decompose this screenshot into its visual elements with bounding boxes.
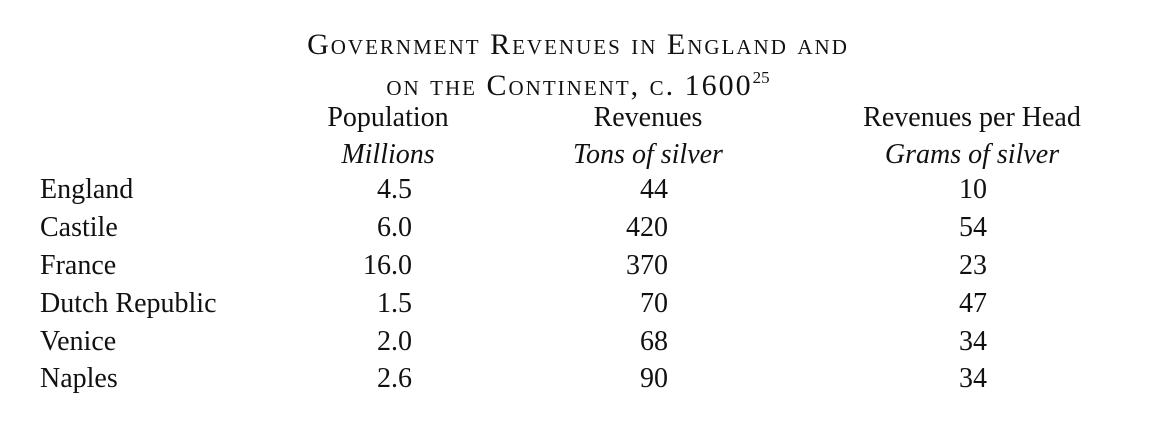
cell-revenues: 420 <box>626 212 668 243</box>
cell-population: 2.0 <box>377 326 412 357</box>
column-units-revenues: Tons of silver <box>573 139 723 170</box>
row-label-dutch-republic: Dutch Republic <box>40 288 217 319</box>
cell-revenues-per-head: 23 <box>959 250 987 281</box>
column-header-revenues-per-head: Revenues per Head <box>863 102 1081 133</box>
column-header-revenues: Revenues <box>593 102 703 133</box>
column-header-population: Population <box>327 102 449 133</box>
cell-population: 4.5 <box>377 174 412 205</box>
cell-revenues: 44 <box>640 174 668 205</box>
table-title-line-1 <box>0 30 1156 60</box>
cell-revenues: 370 <box>626 250 668 281</box>
cell-population: 2.6 <box>377 363 412 394</box>
table-title-text-1: Government Revenues in England and <box>307 28 849 61</box>
cell-revenues: 90 <box>640 363 668 394</box>
cell-revenues: 70 <box>640 288 668 319</box>
footnote-marker: 25 <box>752 68 770 87</box>
cell-population: 6.0 <box>377 212 412 243</box>
cell-population: 16.0 <box>363 250 412 281</box>
column-units-population: Millions <box>341 139 435 170</box>
column-units-revenues-per-head: Grams of silver <box>884 139 1060 170</box>
table-title-line-2 <box>0 63 1156 101</box>
row-label-castile: Castile <box>40 212 118 243</box>
cell-revenues-per-head: 47 <box>959 288 987 319</box>
row-label-naples: Naples <box>40 363 118 394</box>
row-label-france: France <box>40 250 117 281</box>
cell-revenues-per-head: 10 <box>959 174 987 205</box>
cell-revenues-per-head: 54 <box>959 212 987 243</box>
cell-revenues-per-head: 34 <box>959 326 987 357</box>
table-title-text-2: on the Continent, c. 1600 <box>386 69 753 102</box>
row-label-venice: Venice <box>40 326 117 357</box>
row-label-england: England <box>40 174 134 205</box>
cell-revenues-per-head: 34 <box>959 363 987 394</box>
cell-revenues: 68 <box>640 326 668 357</box>
cell-population: 1.5 <box>377 288 412 319</box>
